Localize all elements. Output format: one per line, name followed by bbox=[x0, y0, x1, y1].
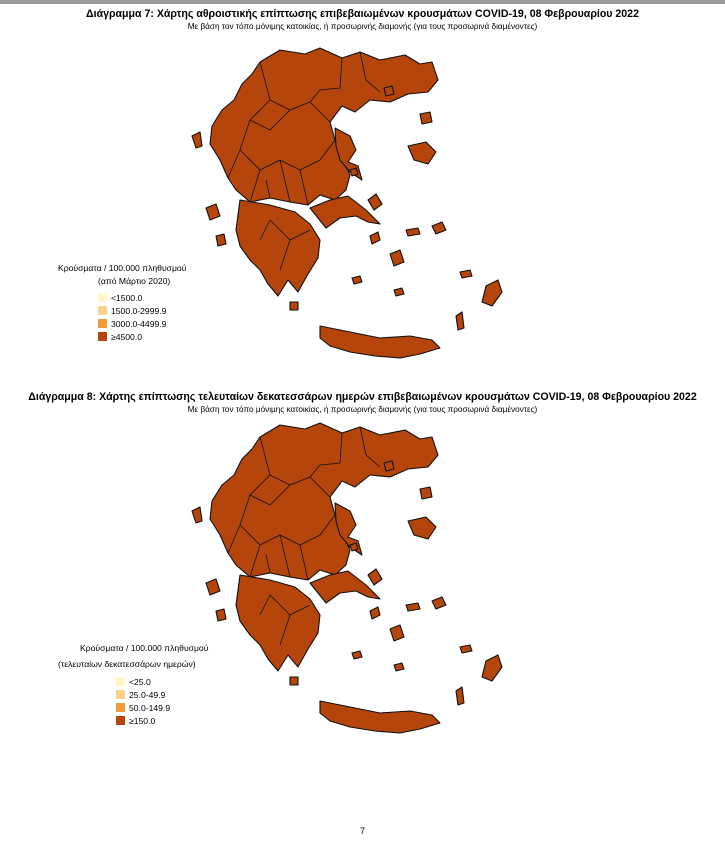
skiathos bbox=[350, 168, 358, 176]
thasos bbox=[384, 461, 394, 471]
legend-swatch bbox=[98, 332, 107, 341]
thasos bbox=[384, 86, 394, 96]
ikaria bbox=[406, 228, 420, 236]
kythira bbox=[290, 677, 298, 685]
milos bbox=[352, 276, 362, 284]
map-regions bbox=[192, 48, 502, 358]
chios bbox=[368, 194, 382, 210]
limnos bbox=[420, 487, 432, 499]
crete bbox=[320, 326, 440, 358]
map-regions bbox=[192, 423, 502, 733]
lesvos bbox=[408, 142, 436, 164]
legend-swatch bbox=[98, 306, 107, 315]
greece-map-14day bbox=[170, 410, 560, 750]
legend-subtitle: (τελευταίων δεκατεσσάρων ημερών) bbox=[58, 659, 196, 669]
andros bbox=[370, 607, 380, 619]
page-number: 7 bbox=[359, 826, 365, 836]
zakynthos bbox=[216, 609, 226, 621]
lesvos bbox=[408, 517, 436, 539]
milos bbox=[352, 651, 362, 659]
corfu bbox=[192, 507, 202, 523]
peloponnese bbox=[236, 575, 320, 671]
samos bbox=[432, 597, 446, 609]
legend-swatch bbox=[116, 677, 125, 686]
ikaria bbox=[406, 603, 420, 611]
legend-title: Κρούσματα / 100.000 πληθυσμού bbox=[80, 643, 209, 653]
figure-7-title: Διάγραμμα 7: Χάρτης αθροιστικής επίπτωσης επιβεβαιωμένων κρουσμάτων COVID-19, 08 Φεβρουαρίου 2022 bbox=[86, 8, 639, 20]
rhodes bbox=[482, 655, 502, 681]
legend-swatch bbox=[116, 716, 125, 725]
greece-map-cumulative bbox=[170, 40, 560, 370]
corfu bbox=[192, 132, 202, 148]
limnos bbox=[420, 112, 432, 124]
zakynthos bbox=[216, 234, 226, 246]
naxos bbox=[390, 250, 404, 266]
crete bbox=[320, 701, 440, 733]
santorini bbox=[394, 288, 404, 296]
chios bbox=[368, 569, 382, 585]
kos bbox=[460, 645, 472, 653]
naxos bbox=[390, 625, 404, 641]
kefalonia bbox=[206, 579, 220, 595]
kythira bbox=[290, 302, 298, 310]
peloponnese bbox=[236, 200, 320, 296]
legend-swatch bbox=[116, 690, 125, 699]
karpathos bbox=[456, 687, 464, 705]
figure-8-subtitle: Με βάση τον τόπο μόνιμης κατοικίας, ή προσωρινής διαμονής (για τους προσωρινά διαμένοντες) bbox=[187, 405, 538, 414]
figure-7-subtitle: Με βάση τον τόπο μόνιμης κατοικίας, ή προσωρινής διαμονής (για τους προσωρινά διαμένοντες) bbox=[187, 22, 538, 31]
mainland-north bbox=[210, 48, 438, 205]
mainland-north bbox=[210, 423, 438, 580]
skiathos bbox=[350, 543, 358, 551]
legend-swatch bbox=[98, 319, 107, 328]
legend-swatch bbox=[98, 293, 107, 302]
rhodes bbox=[482, 280, 502, 306]
santorini bbox=[394, 663, 404, 671]
andros bbox=[370, 232, 380, 244]
top-border bbox=[0, 0, 725, 4]
kefalonia bbox=[206, 204, 220, 220]
legend-swatch bbox=[116, 703, 125, 712]
karpathos bbox=[456, 312, 464, 330]
legend-subtitle: (από Μάρτιο 2020) bbox=[98, 276, 171, 286]
figure-8-title: Διάγραμμα 8: Χάρτης επίπτωσης τελευταίων δεκατεσσάρων ημερών επιβεβαιωμένων κρουσμάτων COVID-19, 08 Φεβρουαρίου 2022 bbox=[28, 391, 697, 403]
kos bbox=[460, 270, 472, 278]
legend-title: Κρούσματα / 100.000 πληθυσμού bbox=[58, 263, 187, 273]
samos bbox=[432, 222, 446, 234]
